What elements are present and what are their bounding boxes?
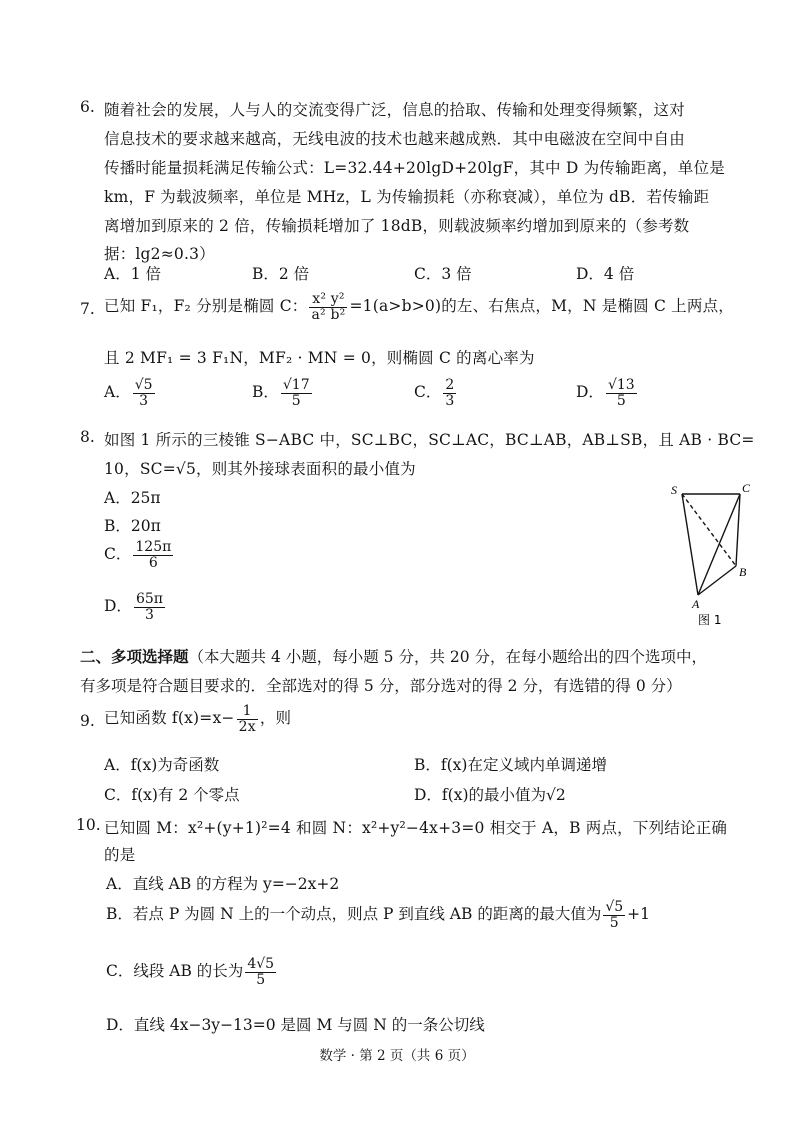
section-description: （本大题共 4 小题，每小题 5 分，共 20 分，在每小题给出的四个选项中， [188,648,708,666]
option-label: D． [576,383,604,402]
stem-part: =1(a>b>0)的左、右焦点，M，N 是椭圆 C 上两点， [349,297,734,316]
option-d [576,378,639,408]
option-b [106,900,650,930]
option-c: C．f(x)有 2 个零点 [104,786,240,804]
vertex-label-s: S [671,483,677,497]
option-d: D．直线 4x−3y−13=0 是圆 M 与圆 N 的一条公切线 [106,1016,485,1034]
option-label: C． [104,545,132,564]
option-a: A．f(x)为奇函数 [104,756,220,774]
option-b: B．20π [104,517,161,535]
question-number: 10. [76,816,101,834]
option-text: C．线段 AB 的长为 [106,962,244,981]
fraction-numerator: √5 [605,899,624,915]
fraction-numerator: 4√5 [247,956,275,972]
fraction-numerator: 2 [445,377,455,393]
question-text-line: 据：lg2≈0.3） [104,245,215,263]
option-label: A． [104,383,131,402]
fraction-denominator: 5 [291,392,301,409]
option-c [104,540,175,570]
section-title: 二、多项选择题 [80,647,189,666]
fraction-denominator: 3 [139,392,149,409]
option-d: D．f(x)的最小值为√2 [414,786,566,804]
option-fraction [133,540,173,570]
fraction-denominator: 5 [256,971,266,988]
question-text-line: 如图 1 所示的三棱锥 S−ABC 中，SC⊥BC，SC⊥AC，BC⊥AB，AB⊥SB，且 AB · BC= [104,431,755,449]
question-text-line: 信息技术的要求越来越高，无线电波的技术也越来越成熟．其中电磁波在空间中自由 [104,130,685,148]
question-text-line: 10，SC=√5，则其外接球表面积的最小值为 [104,460,416,478]
option-c: C．3 倍 [414,265,472,283]
question-number: 6. [80,98,95,116]
option-fraction [134,592,165,622]
fraction-denominator: 5 [609,914,619,931]
fraction-denominator: 3 [144,606,154,623]
question-text-line: 已知圆 M：x²+(y+1)²=4 和圆 N：x²+y²−4x+3=0 相交于 A，B 两点，下列结论正确 [104,819,728,837]
pyramid-figure [668,480,768,630]
question-number: 7. [80,300,95,318]
stem-part: 已知 F₁，F₂ 分别是椭圆 C： [104,297,308,316]
fraction-denominator: 5 [616,392,626,409]
option-fraction [281,378,312,408]
option-a: A．1 倍 [104,265,161,283]
option-c [414,378,458,408]
option-b: B．2 倍 [252,265,310,283]
page-footer: 数学 · 第 2 页（共 6 页） [319,1048,475,1064]
question-text-line: 且 2 MF₁ = 3 F₁N，MF₂ · MN = 0，则椭圆 C 的离心率为 [104,349,535,367]
figure-caption: 图 1 [698,613,722,627]
vertex-label-c: C [742,481,751,495]
stem-part: 已知函数 f(x)=x− [104,709,235,728]
section-description-line: 有多项是符合题目要求的．全部选对的得 5 分，部分选对的得 2 分，有选错的得 0 分） [80,677,682,695]
question-text-line: 离增加到原来的 2 倍，传输损耗增加了 18dB，则载波频率约增加到原来的（参考数 [104,217,690,235]
option-text: +1 [627,905,651,924]
option-d: D．4 倍 [576,265,635,283]
fraction-numerator: 65π [135,591,163,607]
edge-sb-hidden [682,494,736,566]
vertex-label-b: B [739,565,747,579]
option-label: B． [252,383,279,402]
fraction-numerator: √13 [607,377,635,393]
option-label: C． [414,383,442,402]
option-fraction [603,900,625,930]
fraction-denominator: a² b² [311,306,346,323]
fraction-numerator: √5 [134,377,153,393]
fraction-denominator: 2x [238,718,256,735]
ellipse-fraction [309,292,347,322]
question-text-line: 传播时能量损耗满足传输公式：L=32.44+20lgD+20lgF，其中 D 为传输距离，单位是 [104,159,725,177]
fraction-numerator: 1 [237,704,258,720]
question-number: 8. [80,428,95,446]
vertex-label-a: A [692,597,700,611]
fraction-denominator: 3 [445,392,455,409]
option-a [104,378,157,408]
option-a: A．25π [104,489,161,507]
edge-cb [736,494,740,566]
fraction-denominator: 6 [148,554,158,571]
question-text-line: 的是 [104,846,136,864]
section-heading-line [80,645,707,667]
question-text-line [104,704,291,734]
question-number: 9. [80,712,95,730]
option-d [104,592,167,622]
fraction-numerator: √17 [282,377,310,393]
option-c [106,957,278,987]
fraction-numerator: x² y² [309,292,347,308]
option-b [252,378,314,408]
stem-part: ，则 [259,709,292,728]
option-fraction [443,378,456,408]
edge-sa [682,494,698,595]
question-text-line [104,292,734,322]
option-b: B．f(x)在定义域内单调递增 [414,756,607,774]
option-fraction [245,957,276,987]
fraction-numerator: 125π [135,539,172,555]
option-fraction [133,378,155,408]
option-a: A．直线 AB 的方程为 y=−2x+2 [106,875,340,893]
option-label: D． [104,597,132,616]
question-text-line: km，F 为载波频率，单位是 MHz，L 为传输损耗（亦称衰减），单位为 dB．若传输距 [104,188,710,206]
question-text-line: 随着社会的发展，人与人的交流变得广泛，信息的拾取、传输和处理变得频繁，这对 [104,101,685,119]
stem-fraction [237,704,258,734]
option-text: B．若点 P 为圆 N 上的一个动点，则点 P 到直线 AB 的距离的最大值为 [106,905,602,924]
option-fraction [606,378,637,408]
